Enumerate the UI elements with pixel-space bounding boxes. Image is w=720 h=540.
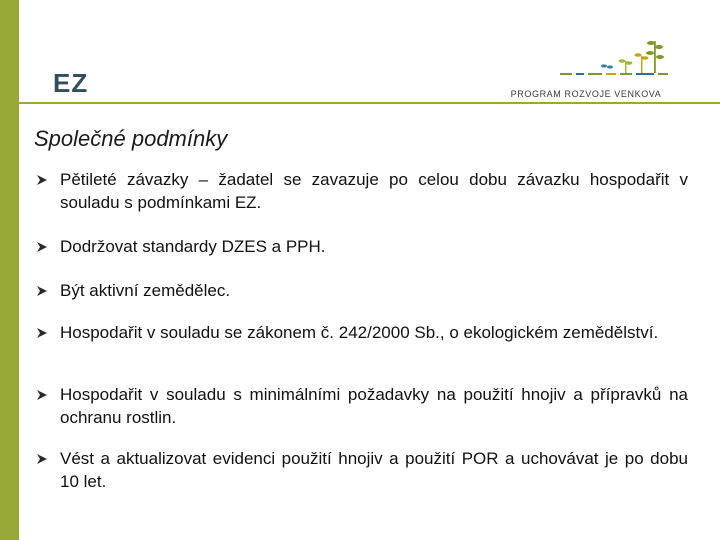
page-title: Společné podmínky [34,126,228,151]
list-item [60,321,688,344]
bullet-text: Být aktivní zemědělec. [60,281,231,300]
program-logo [500,33,672,99]
left-accent-bar [0,0,19,540]
bullet-text: Pětileté závazky – žadatel se zavazuje po celou dobu závazku hospodařit v souladu s podmínkami EZ. [60,170,688,212]
bullet-text: Vést a aktualizovat evidenci použití hnojiv a použití POR a uchovávat je po dobu 10 let. [60,449,688,491]
arrow-bullet-icon [36,174,48,186]
bullet-text: Hospodařit v souladu s minimálními požadavky na použití hnojiv a přípravků na ochranu rostlin. [60,385,688,427]
logo-text: PROGRAM ROZVOJE VENKOVA [510,89,662,99]
arrow-bullet-icon [36,285,48,297]
header-divider [19,102,720,104]
list-item [60,235,688,258]
list-item [60,383,688,429]
arrow-bullet-icon [36,389,48,401]
arrow-bullet-icon [36,453,48,465]
bullet-text: Hospodařit v souladu se zákonem č. 242/2000 Sb., o ekologickém zemědělství. [60,323,659,342]
logo-plants-icon [500,33,672,85]
arrow-bullet-icon [36,327,48,339]
arrow-bullet-icon [36,241,48,253]
brand-title: EZ [53,68,89,98]
list-item [60,279,688,302]
list-item [60,447,688,493]
bullet-text: Dodržovat standardy DZES a PPH. [60,237,326,256]
list-item [60,168,688,214]
